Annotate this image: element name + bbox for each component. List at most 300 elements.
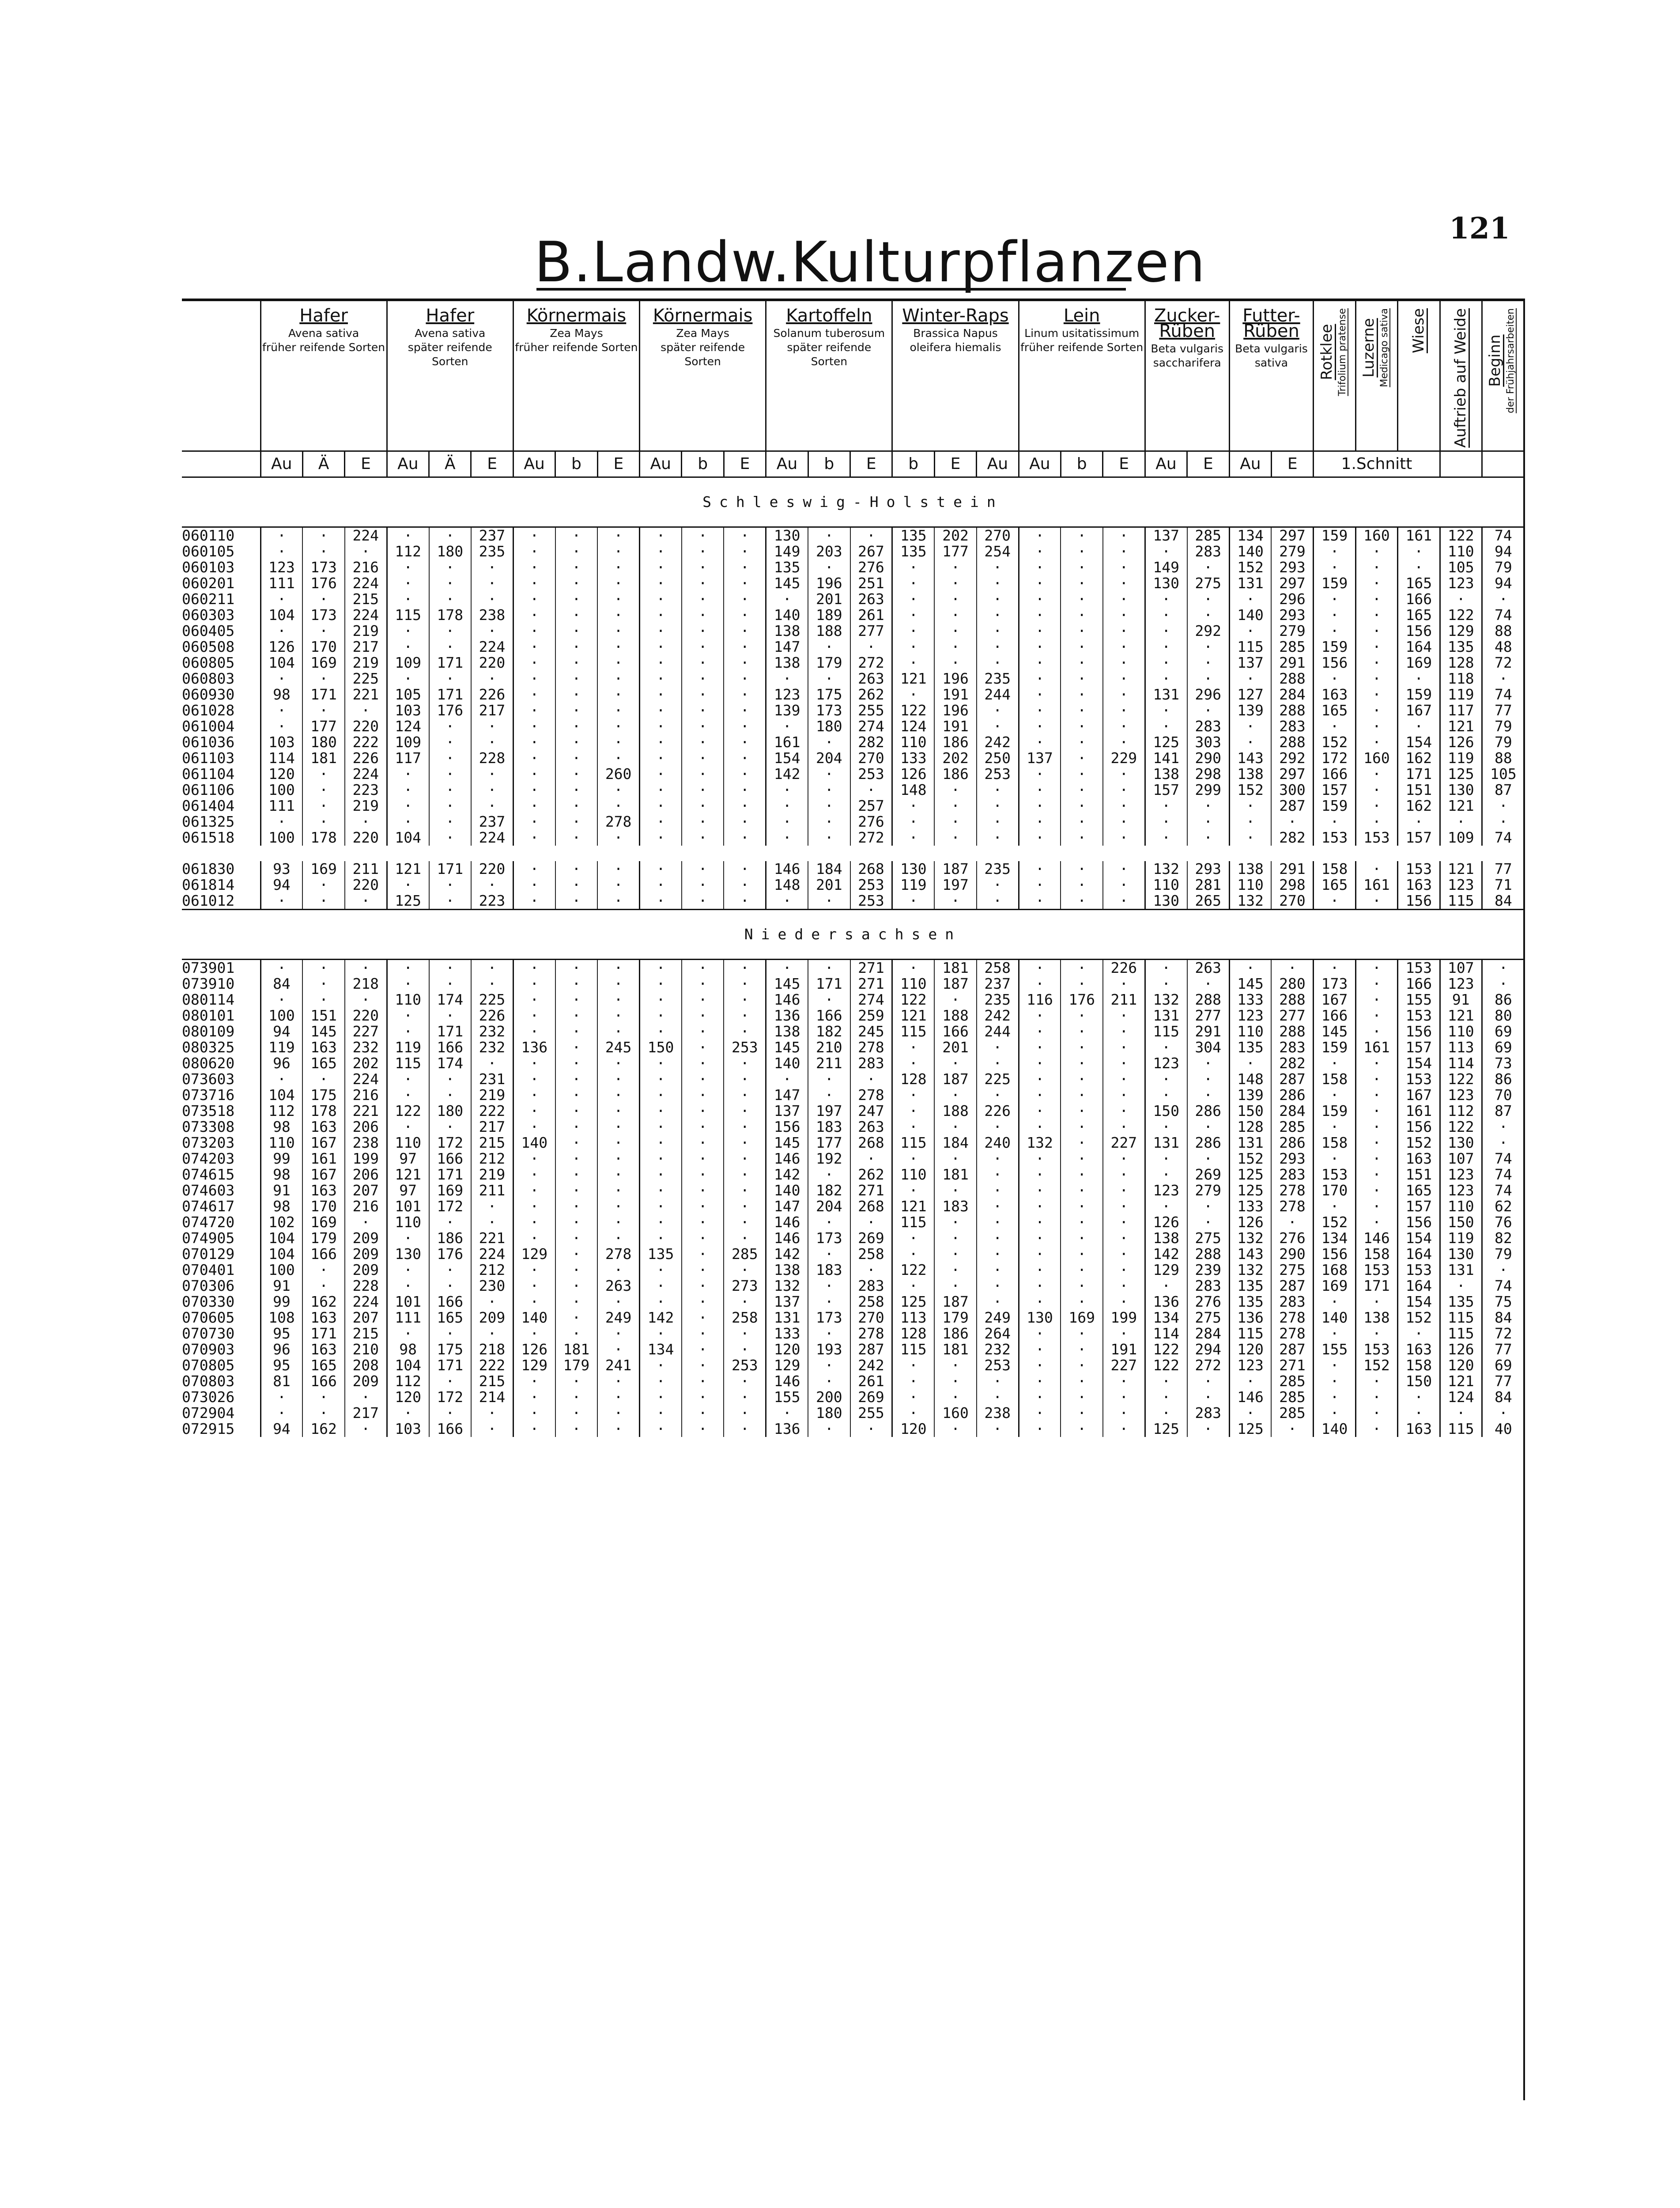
table-cell: ·	[387, 814, 429, 830]
table-cell: 207	[345, 1310, 387, 1326]
table-cell: ·	[555, 1135, 597, 1151]
table-cell: ·	[387, 1008, 429, 1024]
table-cell: ·	[1355, 687, 1397, 703]
phase-subheader: E	[345, 451, 387, 477]
table-cell: 153	[1355, 1262, 1397, 1278]
table-cell: 231	[471, 1071, 513, 1087]
phase-subheader: E	[1187, 451, 1229, 477]
table-cell: ·	[1145, 798, 1187, 814]
table-cell: ·	[808, 671, 850, 687]
table-cell: ·	[850, 1421, 892, 1437]
table-cell: 171	[1398, 766, 1440, 782]
table-cell: ·	[513, 861, 555, 877]
table-cell: ·	[640, 1294, 682, 1310]
table-cell: 145	[1314, 1024, 1355, 1040]
table-cell: ·	[640, 1214, 682, 1230]
table-row	[182, 718, 1524, 734]
table-cell: 126	[1229, 1214, 1271, 1230]
table-cell: ·	[682, 591, 724, 607]
table-cell: 197	[934, 877, 976, 893]
table-cell: ·	[1229, 959, 1271, 976]
crop-scientific-name: Solanum tuberosum	[773, 327, 885, 340]
table-cell: 115	[1440, 1326, 1482, 1342]
table-cell: ·	[555, 1040, 597, 1055]
table-cell: ·	[977, 1199, 1019, 1214]
table-cell: ·	[682, 1294, 724, 1310]
table-cell: ·	[640, 1278, 682, 1294]
table-cell: 123	[1145, 1055, 1187, 1071]
table-cell: 123	[1440, 877, 1482, 893]
table-cell: 210	[345, 1342, 387, 1357]
table-cell: ·	[682, 1167, 724, 1183]
table-cell: 237	[471, 527, 513, 544]
table-cell: ·	[682, 830, 724, 846]
table-cell: ·	[555, 830, 597, 846]
table-cell: ·	[513, 1151, 555, 1167]
table-cell: 136	[766, 1008, 808, 1024]
table-cell: ·	[934, 591, 976, 607]
station-code: 074617	[182, 1198, 235, 1214]
table-cell: ·	[513, 623, 555, 639]
table-cell: ·	[1398, 544, 1440, 560]
table-cell: 157	[1398, 830, 1440, 846]
table-cell: ·	[892, 798, 934, 814]
table-cell: 220	[345, 1008, 387, 1024]
table-cell: ·	[724, 766, 766, 782]
table-cell: ·	[1103, 1103, 1145, 1119]
table-body	[182, 477, 1524, 1437]
table-cell: 130	[1019, 1310, 1061, 1326]
table-cell: ·	[302, 766, 344, 782]
table-cell: ·	[1145, 830, 1187, 846]
table-cell: 287	[1271, 1071, 1313, 1087]
table-cell: ·	[302, 1405, 344, 1421]
table-row	[182, 623, 1524, 639]
table-cell: 135	[766, 560, 808, 575]
table-cell: 117	[1440, 703, 1482, 718]
table-row	[182, 750, 1524, 766]
table-row	[182, 1119, 1524, 1135]
table-cell: 180	[429, 544, 471, 560]
table-cell: 139	[1229, 703, 1271, 718]
table-cell: ·	[640, 734, 682, 750]
table-cell: ·	[640, 1167, 682, 1183]
table-cell: ·	[429, 527, 471, 544]
table-cell: ·	[1355, 798, 1397, 814]
table-cell: 182	[808, 1183, 850, 1199]
crop-name: Körnermais	[653, 306, 753, 326]
table-cell: ·	[513, 782, 555, 798]
table-cell: ·	[1019, 671, 1061, 687]
table-cell: ·	[429, 750, 471, 766]
table-cell: 224	[471, 830, 513, 846]
crop-name: Lein	[1063, 306, 1100, 326]
table-cell: ·	[555, 782, 597, 798]
table-cell: 158	[1355, 1246, 1397, 1262]
table-cell: ·	[640, 1326, 682, 1342]
table-cell: ·	[766, 959, 808, 976]
table-cell: ·	[1229, 623, 1271, 639]
table-cell: ·	[724, 1389, 766, 1405]
table-cell: ·	[1019, 1071, 1061, 1087]
table-cell: 167	[302, 1135, 344, 1151]
table-cell: ·	[850, 1214, 892, 1230]
phase-subheader: Au	[640, 451, 682, 477]
table-cell: 140	[1229, 544, 1271, 560]
crop-name: Kartoffeln	[786, 306, 872, 326]
table-cell: ·	[808, 1167, 850, 1183]
table-cell: ·	[934, 1055, 976, 1071]
table-cell: ·	[513, 992, 555, 1008]
table-cell: 107	[1440, 959, 1482, 976]
table-cell: ·	[892, 830, 934, 846]
table-cell: 110	[1229, 877, 1271, 893]
table-cell: 224	[345, 607, 387, 623]
table-cell: ·	[471, 1199, 513, 1214]
table-cell: ·	[977, 1040, 1019, 1055]
table-cell: ·	[808, 1278, 850, 1294]
table-cell: 148	[766, 877, 808, 893]
table-cell: 237	[977, 976, 1019, 992]
table-cell: 242	[850, 1357, 892, 1373]
crop-variety-note: früher reifende Sorten	[262, 341, 385, 354]
table-row	[182, 639, 1524, 655]
table-cell: ·	[597, 1373, 639, 1389]
table-cell: 206	[345, 1119, 387, 1135]
table-cell: 226	[471, 1008, 513, 1024]
table-cell: 209	[345, 1246, 387, 1262]
table-cell: ·	[892, 1246, 934, 1262]
table-cell: 168	[1314, 1262, 1355, 1278]
table-cell: ·	[1103, 607, 1145, 623]
table-cell: 69	[1482, 1357, 1524, 1373]
table-cell: ·	[1103, 527, 1145, 544]
table-cell: 111	[260, 798, 302, 814]
table-cell: ·	[977, 830, 1019, 846]
station-code: 061325	[182, 813, 235, 830]
table-cell: ·	[597, 830, 639, 846]
table-cell: 121	[892, 1008, 934, 1024]
table-cell: 166	[1314, 1008, 1355, 1024]
table-cell: ·	[597, 575, 639, 591]
table-cell: ·	[513, 1071, 555, 1087]
table-cell: ·	[1061, 1294, 1102, 1310]
table-cell: 174	[429, 1055, 471, 1071]
table-cell: 131	[1145, 687, 1187, 703]
table-cell: ·	[555, 560, 597, 575]
table-cell: ·	[1355, 1008, 1397, 1024]
table-cell: 201	[808, 877, 850, 893]
table-cell: 287	[1271, 1342, 1313, 1357]
table-cell: 175	[808, 687, 850, 703]
region-name: Niedersachsen	[182, 909, 1524, 959]
table-cell: ·	[640, 877, 682, 893]
table-cell: ·	[1019, 1008, 1061, 1024]
table-cell: 135	[1229, 1294, 1271, 1310]
table-cell: 216	[345, 1087, 387, 1103]
table-cell: ·	[1103, 1405, 1145, 1421]
table-cell: ·	[302, 877, 344, 893]
table-cell: 120	[387, 1389, 429, 1405]
table-cell: ·	[892, 1373, 934, 1389]
table-cell: ·	[766, 1071, 808, 1087]
table-cell: 189	[808, 607, 850, 623]
table-row	[182, 1151, 1524, 1167]
table-cell: ·	[724, 861, 766, 877]
phase-subheader: Au	[260, 451, 302, 477]
table-cell: ·	[1355, 671, 1397, 687]
crop-group-header	[892, 300, 1019, 451]
table-cell: ·	[597, 703, 639, 718]
table-cell: 134	[1229, 527, 1271, 544]
table-cell: ·	[892, 687, 934, 703]
table-row	[182, 1310, 1524, 1326]
table-cell: ·	[977, 1389, 1019, 1405]
table-cell: 257	[850, 798, 892, 814]
table-cell: ·	[555, 1230, 597, 1246]
table-cell: ·	[1229, 734, 1271, 750]
table-cell: 120	[892, 1421, 934, 1437]
table-cell: 169	[302, 861, 344, 877]
table-cell: ·	[1103, 976, 1145, 992]
crop-group-header	[260, 300, 387, 451]
table-cell: 277	[850, 623, 892, 639]
table-cell: ·	[1314, 560, 1355, 575]
table-cell: 117	[387, 750, 429, 766]
table-cell: ·	[1482, 976, 1524, 992]
table-cell: ·	[1061, 575, 1102, 591]
table-row	[182, 1008, 1524, 1024]
table-cell: 282	[1271, 1055, 1313, 1071]
table-cell: ·	[1061, 1389, 1102, 1405]
table-cell: 74	[1482, 1167, 1524, 1183]
table-cell: 216	[345, 1199, 387, 1214]
table-cell: 211	[808, 1055, 850, 1071]
phase-subheader: Ä	[429, 451, 471, 477]
table-cell: ·	[724, 992, 766, 1008]
table-cell: ·	[1355, 1421, 1397, 1437]
table-cell: 181	[934, 1342, 976, 1357]
table-cell: ·	[555, 1214, 597, 1230]
table-cell: 120	[766, 1342, 808, 1357]
table-cell: ·	[597, 861, 639, 877]
table-cell: 140	[766, 607, 808, 623]
table-cell: 155	[766, 1389, 808, 1405]
table-cell: ·	[597, 544, 639, 560]
table-cell: 160	[1355, 750, 1397, 766]
table-cell: 161	[1355, 1040, 1397, 1055]
table-cell: ·	[682, 976, 724, 992]
table-cell: 297	[1271, 766, 1313, 782]
table-cell: ·	[892, 575, 934, 591]
table-cell: ·	[766, 830, 808, 846]
table-cell: ·	[724, 1342, 766, 1357]
table-cell: ·	[513, 1103, 555, 1119]
table-cell: 166	[429, 1040, 471, 1055]
table-cell: ·	[302, 703, 344, 718]
table-cell: ·	[1103, 734, 1145, 750]
table-cell: ·	[1061, 607, 1102, 623]
table-cell: 140	[1229, 607, 1271, 623]
table-cell: ·	[1314, 1199, 1355, 1214]
table-cell: ·	[429, 830, 471, 846]
table-cell: ·	[345, 814, 387, 830]
table-cell: 270	[850, 750, 892, 766]
table-cell: ·	[892, 623, 934, 639]
table-cell: 215	[471, 1373, 513, 1389]
table-cell: ·	[682, 992, 724, 1008]
table-cell: 98	[260, 1119, 302, 1135]
table-cell: ·	[682, 1310, 724, 1326]
crop-scientific-name: Avena sativa	[288, 327, 359, 340]
table-cell: ·	[640, 750, 682, 766]
table-cell: ·	[682, 687, 724, 703]
table-cell: ·	[1103, 544, 1145, 560]
table-cell: ·	[387, 877, 429, 893]
table-cell: 274	[850, 992, 892, 1008]
table-cell: 165	[1398, 575, 1440, 591]
table-cell: ·	[513, 1167, 555, 1183]
table-cell: 157	[1398, 1199, 1440, 1214]
table-cell: 125	[1440, 766, 1482, 782]
station-code: 061028	[182, 702, 235, 718]
table-cell: 115	[892, 1214, 934, 1230]
table-cell: 122	[387, 1103, 429, 1119]
table-cell: ·	[1103, 639, 1145, 655]
table-cell: ·	[1187, 655, 1229, 671]
station-code: 060105	[182, 543, 235, 560]
table-cell: ·	[429, 1373, 471, 1389]
table-cell: ·	[1019, 1199, 1061, 1214]
table-cell: 186	[934, 1326, 976, 1342]
table-cell: ·	[724, 1199, 766, 1214]
table-cell: 175	[429, 1342, 471, 1357]
table-cell: 122	[892, 992, 934, 1008]
table-cell: ·	[345, 893, 387, 910]
crop-scientific-name: Linum usitatissimum	[1024, 327, 1140, 340]
table-cell: ·	[1061, 591, 1102, 607]
table-cell: 278	[1271, 1183, 1313, 1199]
table-cell: 171	[1355, 1278, 1397, 1294]
table-cell: ·	[302, 1262, 344, 1278]
table-cell: ·	[1145, 718, 1187, 734]
table-cell: 121	[387, 861, 429, 877]
table-cell: ·	[682, 1405, 724, 1421]
table-cell: ·	[1061, 830, 1102, 846]
table-cell: ·	[1145, 1151, 1187, 1167]
table-cell: ·	[682, 671, 724, 687]
table-cell: 277	[1271, 1008, 1313, 1024]
table-cell: 281	[1187, 877, 1229, 893]
table-cell: 273	[724, 1278, 766, 1294]
table-cell: ·	[555, 1167, 597, 1183]
table-cell: ·	[724, 1135, 766, 1151]
table-cell: ·	[766, 591, 808, 607]
table-cell: 123	[1440, 1167, 1482, 1183]
table-cell: 163	[302, 1040, 344, 1055]
table-cell: 180	[302, 734, 344, 750]
table-cell: 136	[766, 1421, 808, 1437]
table-cell: ·	[429, 877, 471, 893]
table-cell: 173	[302, 560, 344, 575]
table-cell: 166	[302, 1246, 344, 1262]
table-cell: ·	[1019, 703, 1061, 718]
table-cell: 181	[302, 750, 344, 766]
table-cell: ·	[471, 1055, 513, 1071]
table-cell: 263	[1187, 959, 1229, 976]
table-cell: 235	[977, 861, 1019, 877]
phase-subheader: Au	[513, 451, 555, 477]
table-cell: ·	[892, 607, 934, 623]
table-cell: ·	[640, 1230, 682, 1246]
table-cell: ·	[1145, 1199, 1187, 1214]
table-cell: 265	[1187, 893, 1229, 910]
station-code: 080114	[182, 991, 235, 1008]
table-cell: ·	[555, 893, 597, 910]
table-cell: ·	[1061, 877, 1102, 893]
table-cell: 142	[766, 1246, 808, 1262]
table-cell: 199	[345, 1151, 387, 1167]
table-cell: 146	[766, 1373, 808, 1389]
table-cell: 129	[766, 1357, 808, 1373]
table-cell: ·	[682, 527, 724, 544]
table-cell: 275	[1271, 1262, 1313, 1278]
table-cell: ·	[1314, 1294, 1355, 1310]
table-cell: ·	[429, 1262, 471, 1278]
table-cell: 288	[1271, 703, 1313, 718]
table-cell: ·	[471, 976, 513, 992]
table-cell: ·	[1103, 655, 1145, 671]
table-row	[182, 655, 1524, 671]
table-cell: ·	[1314, 623, 1355, 639]
table-cell: 258	[724, 1310, 766, 1326]
table-cell: ·	[934, 798, 976, 814]
station-code: 080325	[182, 1039, 235, 1055]
table-cell: ·	[555, 1373, 597, 1389]
table-cell: 219	[345, 798, 387, 814]
table-cell: 163	[302, 1310, 344, 1326]
table-cell: ·	[1314, 1055, 1355, 1071]
table-cell: ·	[1355, 976, 1397, 992]
table-cell: ·	[640, 1389, 682, 1405]
table-cell: ·	[513, 750, 555, 766]
table-cell: ·	[934, 814, 976, 830]
table-cell: ·	[1145, 1040, 1187, 1055]
table-cell: 164	[1398, 1246, 1440, 1262]
table-row	[182, 976, 1524, 992]
table-cell: ·	[640, 527, 682, 544]
table-cell: ·	[640, 1103, 682, 1119]
table-cell: 147	[766, 1087, 808, 1103]
table-row	[182, 959, 1524, 976]
table-cell: 122	[1145, 1357, 1187, 1373]
table-cell: ·	[640, 992, 682, 1008]
table-cell: ·	[682, 575, 724, 591]
table-cell: ·	[1103, 1246, 1145, 1262]
table-cell: 114	[260, 750, 302, 766]
table-cell: ·	[1314, 671, 1355, 687]
table-cell: 110	[387, 1135, 429, 1151]
table-cell: 118	[1440, 671, 1482, 687]
table-cell: 145	[766, 1040, 808, 1055]
table-cell: 145	[302, 1024, 344, 1040]
table-cell: 147	[766, 1199, 808, 1214]
table-cell: 180	[808, 718, 850, 734]
table-cell: 62	[1482, 1199, 1524, 1214]
table-cell: 131	[1145, 1135, 1187, 1151]
table-cell: 156	[1398, 1024, 1440, 1040]
table-cell: 152	[1229, 1151, 1271, 1167]
